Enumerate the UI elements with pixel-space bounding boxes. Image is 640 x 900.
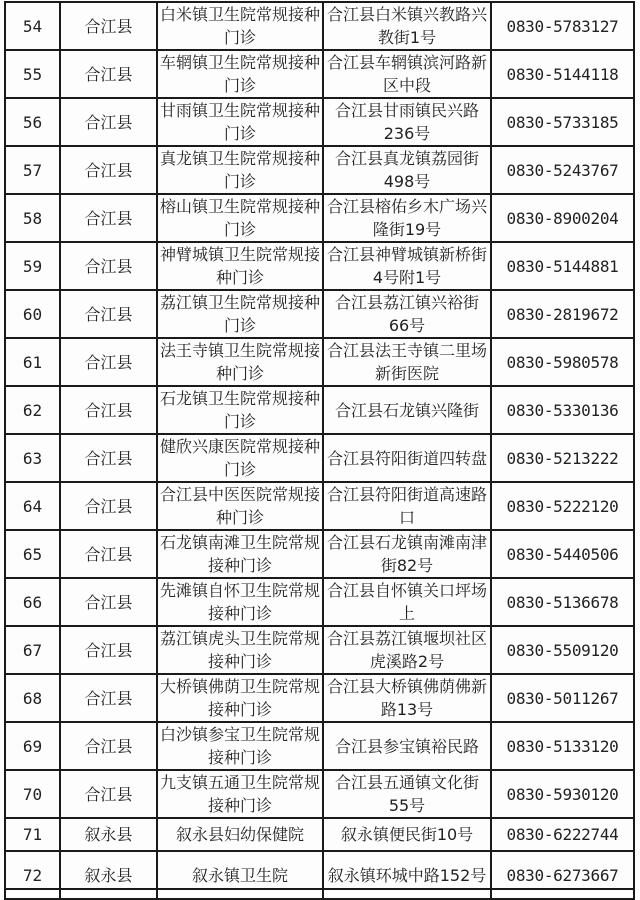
phone-cell: 0830-5133120 [491,722,634,770]
address-cell: 合江县白米镇兴教路兴教街1号 [323,2,491,50]
county-cell: 合江县 [60,98,157,146]
row-number: 72 [5,851,60,899]
address-cell: 合江县甘雨镇民兴路236号 [323,98,491,146]
table-row [5,146,634,194]
phone-cell: 0830-2819672 [491,290,634,338]
phone-cell: 0830-5330136 [491,386,634,434]
address-cell: 合江县神臂城镇新桥街4号附1号 [323,242,491,290]
row-number: 66 [5,578,60,626]
row-number: 67 [5,626,60,674]
phone-cell: 0830-5144881 [491,242,634,290]
county-cell: 合江县 [60,386,157,434]
clinic-name-cell: 白沙镇参宝卫生院常规接种门诊 [157,722,323,770]
county-cell: 合江县 [60,434,157,482]
address-cell: 合江县参宝镇裕民路 [323,722,491,770]
table-body [5,2,634,899]
clinic-name-cell: 合江县中医医院常规接种门诊 [157,482,323,530]
county-cell: 合江县 [60,674,157,722]
row-number: 71 [5,818,60,851]
county-cell: 合江县 [60,626,157,674]
county-cell: 合江县 [60,2,157,50]
address-cell: 叙永镇环城中路152号 [323,851,491,899]
row-number: 70 [5,770,60,818]
phone-cell: 0830-6222744 [491,818,634,851]
county-cell: 合江县 [60,50,157,98]
vaccination-clinic-table [4,1,635,900]
clinic-name-cell: 荔江镇卫生院常规接种门诊 [157,290,323,338]
table-row [5,194,634,242]
clinic-name-cell: 叙永镇卫生院 [157,851,323,899]
table-row [5,530,634,578]
address-cell: 合江县榕佑乡木广场兴隆街19号 [323,194,491,242]
table-row [5,770,634,818]
clinic-name-cell: 石龙镇南滩卫生院常规接种门诊 [157,530,323,578]
clinic-name-cell: 甘雨镇卫生院常规接种门诊 [157,98,323,146]
row-number: 62 [5,386,60,434]
address-cell: 合江县大桥镇佛荫佛新路13号 [323,674,491,722]
row-number: 57 [5,146,60,194]
county-cell: 合江县 [60,770,157,818]
table-row [5,2,634,50]
county-cell: 合江县 [60,338,157,386]
row-number: 58 [5,194,60,242]
address-cell: 合江县五通镇文化街55号 [323,770,491,818]
address-cell: 叙永镇便民街10号 [323,818,491,851]
table-row [5,578,634,626]
table-row [5,50,634,98]
address-cell: 合江县荔江镇堰坝社区虎溪路2号 [323,626,491,674]
county-cell: 合江县 [60,482,157,530]
clinic-name-cell: 神臂城镇卫生院常规接种门诊 [157,242,323,290]
table-row [5,722,634,770]
clinic-name-cell: 九支镇五通卫生院常规接种门诊 [157,770,323,818]
county-cell: 叙永县 [60,818,157,851]
phone-cell: 0830-5930120 [491,770,634,818]
phone-cell: 0830-5136678 [491,578,634,626]
county-cell: 合江县 [60,146,157,194]
clinic-name-cell: 车辋镇卫生院常规接种门诊 [157,50,323,98]
county-cell: 合江县 [60,722,157,770]
clinic-name-cell: 榕山镇卫生院常规接种门诊 [157,194,323,242]
phone-cell: 0830-5783127 [491,2,634,50]
table-row [5,242,634,290]
row-number: 63 [5,434,60,482]
county-cell: 合江县 [60,242,157,290]
row-number: 65 [5,530,60,578]
clinic-name-cell: 叙永县妇幼保健院 [157,818,323,851]
row-number: 68 [5,674,60,722]
row-number: 64 [5,482,60,530]
clinic-name-cell: 真龙镇卫生院常规接种门诊 [157,146,323,194]
address-cell: 合江县真龙镇荔园街498号 [323,146,491,194]
table-row [5,98,634,146]
phone-cell: 0830-6273667 [491,851,634,899]
row-number: 60 [5,290,60,338]
phone-cell: 0830-5980578 [491,338,634,386]
county-cell: 叙永县 [60,851,157,899]
clinic-name-cell: 法王寺镇卫生院常规接种门诊 [157,338,323,386]
phone-cell: 0830-5733185 [491,98,634,146]
address-cell: 合江县符阳街道四转盘 [323,434,491,482]
table-row [5,626,634,674]
table-row [5,482,634,530]
row-number: 54 [5,2,60,50]
address-cell: 合江县荔江镇兴裕街66号 [323,290,491,338]
phone-cell: 0830-5222120 [491,482,634,530]
clinic-name-cell: 先滩镇自怀卫生院常规接种门诊 [157,578,323,626]
address-cell: 合江县石龙镇兴隆街 [323,386,491,434]
phone-cell: 0830-5213222 [491,434,634,482]
county-cell: 合江县 [60,194,157,242]
table-row [5,290,634,338]
phone-cell: 0830-5509120 [491,626,634,674]
phone-cell: 0830-5144118 [491,50,634,98]
row-number: 55 [5,50,60,98]
row-number: 59 [5,242,60,290]
clinic-name-cell: 石龙镇卫生院常规接种门诊 [157,386,323,434]
clinic-name-cell: 健欣兴康医院常规接种门诊 [157,434,323,482]
row-number: 56 [5,98,60,146]
address-cell: 合江县车辋镇滨河路新区中段 [323,50,491,98]
phone-cell: 0830-5243767 [491,146,634,194]
county-cell: 合江县 [60,530,157,578]
clinic-name-cell: 大桥镇佛荫卫生院常规接种门诊 [157,674,323,722]
address-cell: 合江县符阳街道高速路口 [323,482,491,530]
table-row [5,386,634,434]
address-cell: 合江县石龙镇南滩南津街82号 [323,530,491,578]
county-cell: 合江县 [60,578,157,626]
clinic-name-cell: 荔江镇虎头卫生院常规接种门诊 [157,626,323,674]
row-number: 69 [5,722,60,770]
address-cell: 合江县法王寺镇二里场新街医院 [323,338,491,386]
phone-cell: 0830-5440506 [491,530,634,578]
table-next-row-edge [4,888,633,894]
clinic-name-cell: 白米镇卫生院常规接种门诊 [157,2,323,50]
table-row [5,434,634,482]
table-row [5,818,634,851]
address-cell: 合江县自怀镇关口坪场上 [323,578,491,626]
county-cell: 合江县 [60,290,157,338]
row-number: 61 [5,338,60,386]
phone-cell: 0830-5011267 [491,674,634,722]
table-row [5,674,634,722]
table-row [5,338,634,386]
phone-cell: 0830-8900204 [491,194,634,242]
